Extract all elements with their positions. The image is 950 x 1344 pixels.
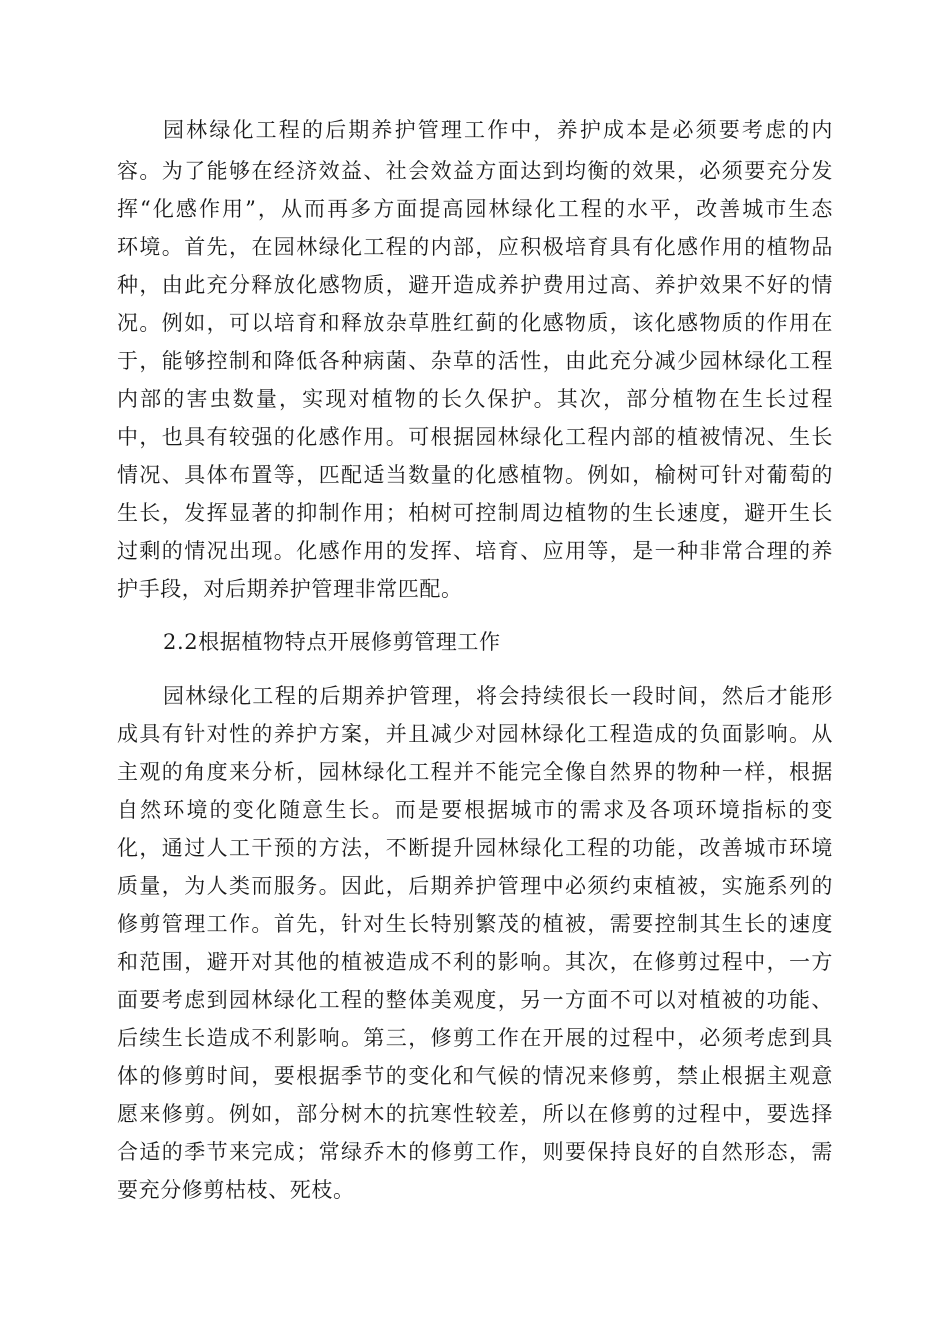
paragraph-line: 容。为了能够在经济效益、社会效益方面达到均衡的效果，必须要充分发 xyxy=(117,159,833,183)
paragraph-line: 后续生长造成不利影响。第三，修剪工作在开展的过程中，必须考虑到具 xyxy=(117,1026,833,1050)
paragraph-line: 化，通过人工干预的方法，不断提升园林绿化工程的功能，改善城市环境 xyxy=(117,836,833,860)
paragraph-line: 和范围，避开对其他的植被造成不利的影响。其次，在修剪过程中，一方 xyxy=(117,950,833,974)
paragraph-line: 生长，发挥显著的抑制作用；柏树可控制周边植物的生长速度，避开生长 xyxy=(117,501,833,525)
paragraph-line: 挥“化感作用”，从而再多方面提高园林绿化工程的水平，改善城市生态 xyxy=(117,197,833,221)
paragraph-line: 种，由此充分释放化感物质，避开造成养护费用过高、养护效果不好的情 xyxy=(117,273,833,297)
paragraph-line: 护手段，对后期养护管理非常匹配。 xyxy=(117,577,463,601)
paragraph-line: 体的修剪时间，要根据季节的变化和气候的情况来修剪，禁止根据主观意 xyxy=(117,1064,833,1088)
paragraph-line: 面要考虑到园林绿化工程的整体美观度，另一方面不可以对植被的功能、 xyxy=(117,988,833,1012)
paragraph-line: 质量，为人类而服务。因此，后期养护管理中必须约束植被，实施系列的 xyxy=(117,874,833,898)
section-heading: 2.2根据植物特点开展修剪管理工作 xyxy=(163,630,501,654)
paragraph-line: 情况、具体布置等，匹配适当数量的化感植物。例如，榆树可针对葡萄的 xyxy=(117,463,833,487)
paragraph-line: 过剩的情况出现。化感作用的发挥、培育、应用等，是一种非常合理的养 xyxy=(117,539,833,563)
paragraph-line: 内部的害虫数量，实现对植物的长久保护。其次，部分植物在生长过程 xyxy=(117,387,833,411)
paragraph-line: 成具有针对性的养护方案，并且减少对园林绿化工程造成的负面影响。从 xyxy=(117,722,833,746)
paragraph-line: 园林绿化工程的后期养护管理工作中，养护成本是必须要考虑的内 xyxy=(163,118,833,142)
paragraph-line: 愿来修剪。例如，部分树木的抗寒性较差，所以在修剪的过程中，要选择 xyxy=(117,1102,833,1126)
paragraph-line: 环境。首先，在园林绿化工程的内部，应积极培育具有化感作用的植物品 xyxy=(117,235,833,259)
paragraph-line: 修剪管理工作。首先，针对生长特别繁茂的植被，需要控制其生长的速度 xyxy=(117,912,833,936)
paragraph-line: 况。例如，可以培育和释放杂草胜红蓟的化感物质，该化感物质的作用在 xyxy=(117,311,833,335)
paragraph-line: 合适的季节来完成；常绿乔木的修剪工作，则要保持良好的自然形态，需 xyxy=(117,1140,833,1164)
paragraph-line: 自然环境的变化随意生长。而是要根据城市的需求及各项环境指标的变 xyxy=(117,798,833,822)
paragraph-line: 园林绿化工程的后期养护管理，将会持续很长一段时间，然后才能形 xyxy=(163,684,833,708)
paragraph-line: 要充分修剪枯枝、死枝。 xyxy=(117,1178,355,1202)
paragraph-line: 于，能够控制和降低各种病菌、杂草的活性，由此充分减少园林绿化工程 xyxy=(117,349,833,373)
paragraph-line: 主观的角度来分析，园林绿化工程并不能完全像自然界的物种一样，根据 xyxy=(117,760,833,784)
paragraph-line: 中，也具有较强的化感作用。可根据园林绿化工程内部的植被情况、生长 xyxy=(117,425,833,449)
